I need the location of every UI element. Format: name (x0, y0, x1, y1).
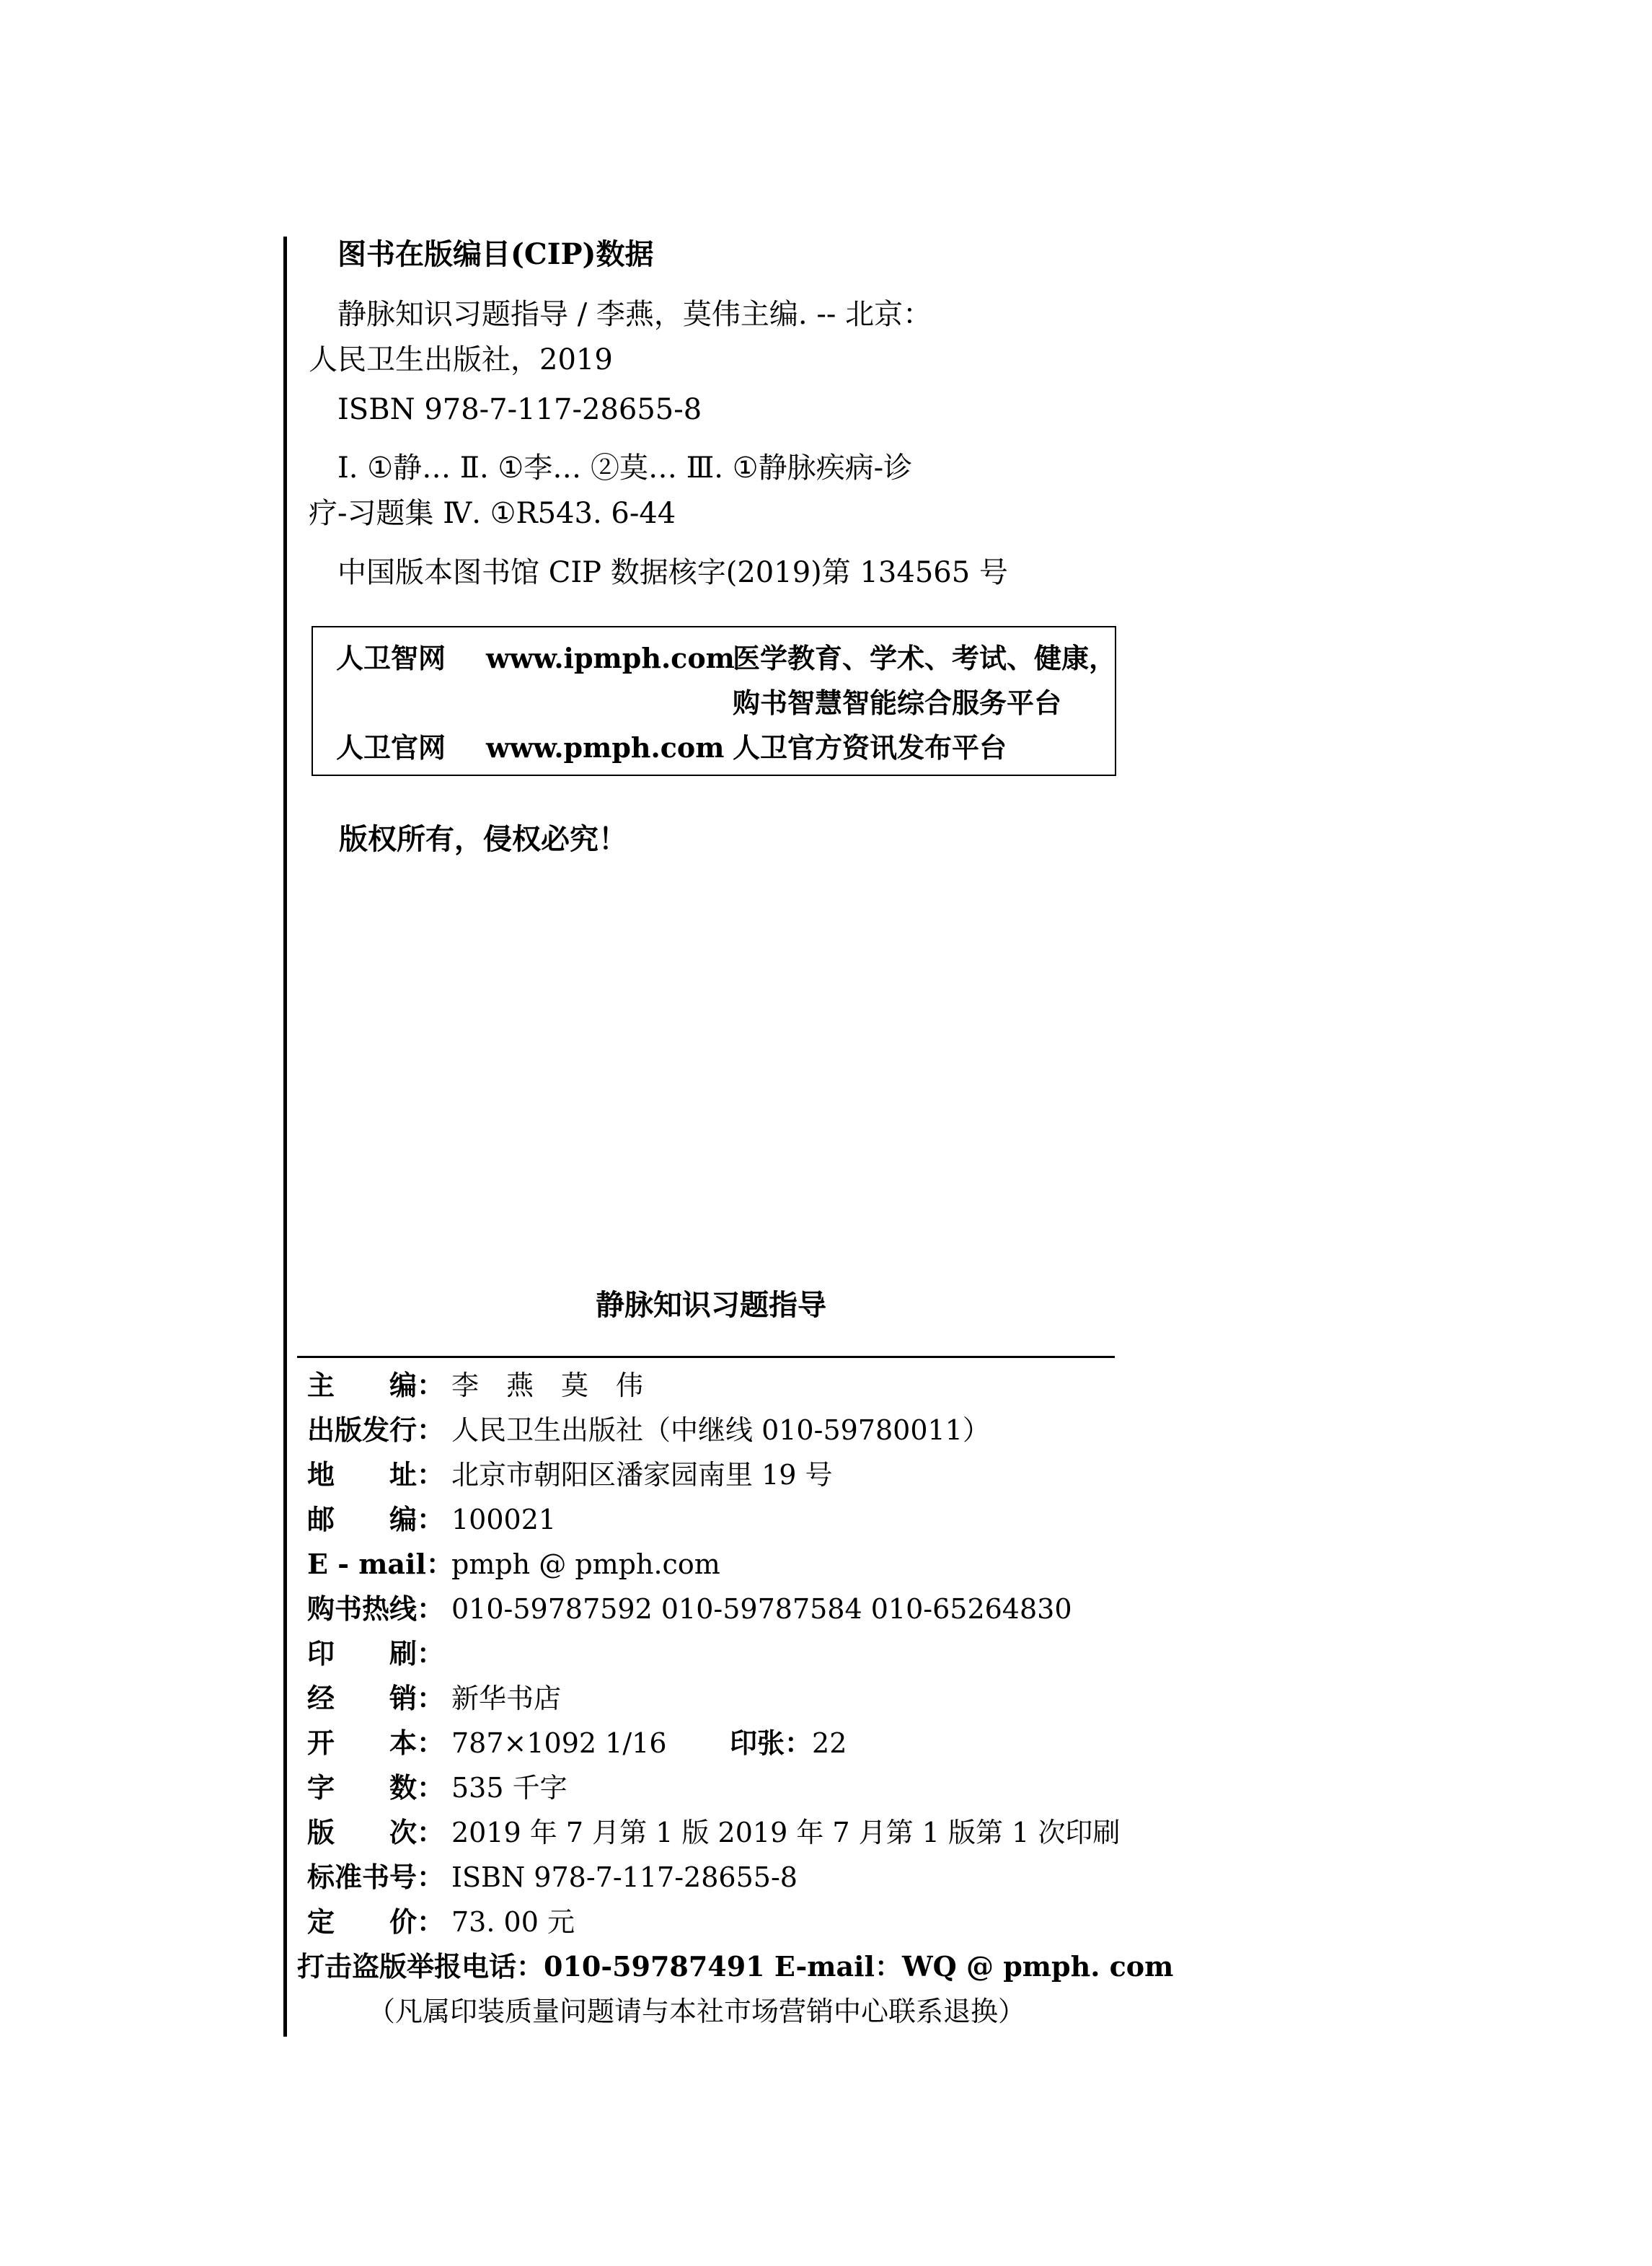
detail-row-address: 地 址： 北京市朝阳区潘家园南里 19 号 (307, 1458, 833, 1491)
detail-row-distributor: 经 销： 新华书店 (307, 1682, 562, 1714)
cip-heading: 图书在版编目(CIP)数据 (337, 237, 654, 271)
book-title: 静脉知识习题指导 (596, 1288, 826, 1322)
cip-record-number: 中国版本图书馆 CIP 数据核字(2019)第 134565 号 (337, 556, 1008, 589)
detail-row-printer: 印 刷： (307, 1637, 445, 1670)
detail-row-isbn: 标准书号： ISBN 978-7-117-28655-8 (307, 1861, 798, 1893)
detail-row-word-count: 字 数： 535 千字 (307, 1771, 567, 1804)
cip-title-line: 静脉知识习题指导 / 李燕，莫伟主编. -- 北京： (337, 298, 932, 331)
detail-row-postcode: 邮 编： 100021 (307, 1503, 557, 1535)
cip-isbn: ISBN 978-7-117-28655-8 (337, 393, 702, 426)
copyright-notice: 版权所有，侵权必究！ (339, 822, 627, 856)
cip-classification-2: 疗-习题集 Ⅳ. ①R543. 6-44 (309, 497, 676, 530)
cip-classification-1: Ⅰ. ①静… Ⅱ. ①李… ②莫… Ⅲ. ①静脉疾病-诊 (337, 451, 913, 485)
detail-row-edition: 版 次： 2019 年 7 月第 1 版 2019 年 7 月第 1 版第 1 次印刷 (307, 1816, 1121, 1848)
website-info-box (312, 626, 1116, 776)
site-name-ipmph: 人卫智网 (336, 642, 446, 674)
detail-row-editor: 主 编： 李 燕 莫 伟 (307, 1369, 644, 1401)
site-desc-pmph: 人卫官方资讯发布平台 (733, 731, 1007, 764)
anti-piracy-line: 打击盗版举报电话：010-59787491 E-mail：WQ @ pmph. com (297, 1950, 1174, 1983)
detail-row-format: 开 本： 787×1092 1/16 (307, 1727, 667, 1759)
site-name-pmph: 人卫官网 (336, 731, 446, 764)
detail-row-price: 定 价： 73. 00 元 (307, 1905, 575, 1938)
detail-row-email: E - mail：pmph @ pmph.com (307, 1548, 720, 1580)
site-desc-ipmph-1: 医学教育、学术、考试、健康， (733, 642, 1117, 674)
print-sheets: 印张：22 (730, 1727, 847, 1759)
title-divider (297, 1356, 1115, 1358)
site-desc-ipmph-2: 购书智慧智能综合服务平台 (733, 687, 1062, 719)
margin-rule (283, 237, 287, 2037)
detail-row-hotline: 购书热线： 010-59787592 010-59787584 010-65264830 (307, 1592, 1072, 1625)
quality-return-note: （凡属印装质量问题请与本社市场营销中心联系退换） (368, 1996, 1026, 2027)
site-url-ipmph: www.ipmph.com (486, 642, 735, 674)
site-url-pmph: www.pmph.com (486, 731, 725, 764)
detail-row-publisher: 出版发行： 人民卫生出版社（中继线 010-59780011） (307, 1414, 990, 1446)
cip-publisher-line: 人民卫生出版社，2019 (309, 343, 613, 376)
